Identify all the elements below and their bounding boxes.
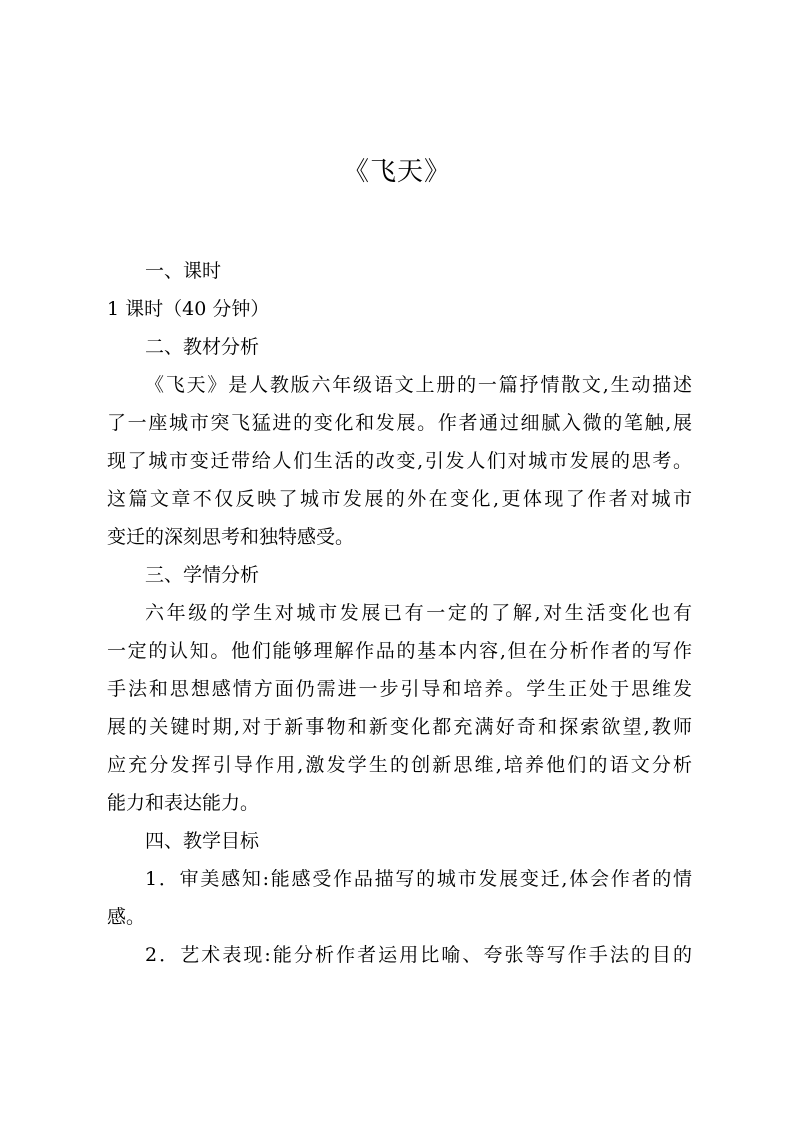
paragraph-line: 应充分发挥引导作用,激发学生的创新思维,培养他们的语文分析: [107, 754, 692, 776]
paragraph-line: 六年级的学生对城市发展已有一定的了解,对生活变化也有: [145, 602, 692, 624]
paragraph-line: 了一座城市突飞猛进的变化和发展。作者通过细腻入微的笔触,展: [107, 412, 692, 434]
paragraph-line: 展的关键时期,对于新事物和新变化都充满好奇和探索欲望,教师: [107, 716, 692, 738]
paragraph-line: 2．艺术表现:能分析作者运用比喻、夸张等写作手法的目的: [145, 944, 692, 966]
document-title: 《飞天》: [342, 157, 451, 187]
paragraph-line: 这篇文章不仅反映了城市发展的外在变化,更体现了作者对城市: [107, 488, 692, 510]
paragraph-line: 变迁的深刻思考和独特感受。: [107, 526, 355, 548]
paragraph-line: 感。: [107, 906, 146, 928]
section-heading-student-analysis: 三、学情分析: [145, 564, 260, 586]
paragraph-line: 手法和思想感情方面仍需进一步引导和培养。学生正处于思维发: [107, 678, 692, 700]
document-body: [107, 252, 692, 974]
section-heading-class-hours: 一、课时: [145, 260, 222, 282]
section-heading-teaching-goals: 四、教学目标: [145, 830, 260, 852]
paragraph-line: 1．审美感知:能感受作品描写的城市发展变迁,体会作者的情: [145, 868, 692, 890]
paragraph-line: 现了城市变迁带给人们生活的改变,引发人们对城市发展的思考。: [107, 450, 692, 472]
paragraph-line: 《飞天》是人教版六年级语文上册的一篇抒情散文,生动描述: [145, 374, 692, 396]
paragraph-line: 1 课时（40 分钟）: [107, 298, 270, 320]
paragraph-line: 一定的认知。他们能够理解作品的基本内容,但在分析作者的写作: [107, 640, 692, 662]
paragraph-line: 能力和表达能力。: [107, 792, 260, 814]
section-heading-textbook-analysis: 二、教材分析: [145, 336, 260, 358]
